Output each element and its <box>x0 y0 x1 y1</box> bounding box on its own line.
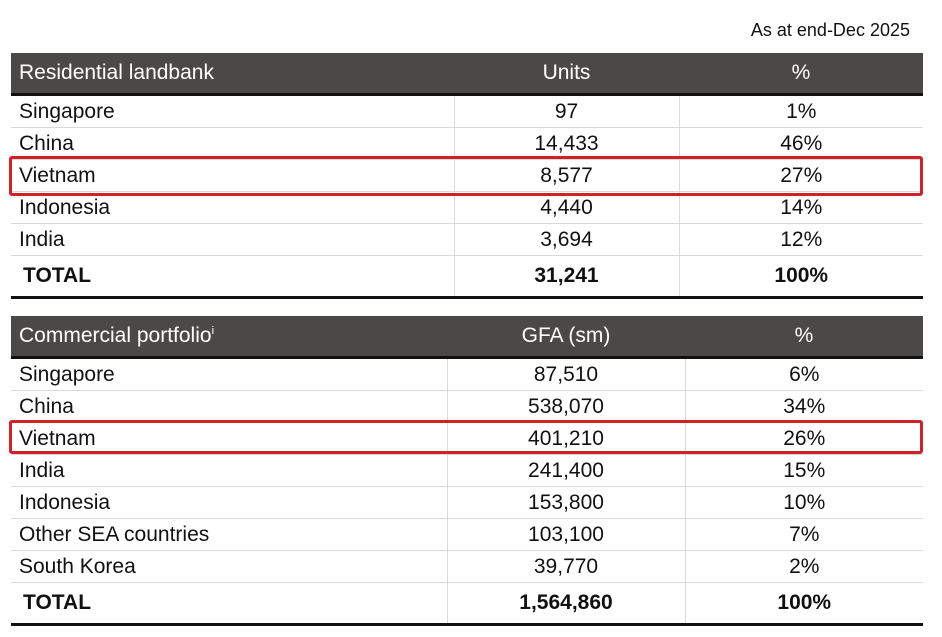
percent-cell: 34% <box>685 391 923 423</box>
country-cell: Other SEA countries <box>11 519 447 551</box>
header-residential-landbank: Residential landbank <box>11 53 454 95</box>
units-cell: 4,440 <box>454 192 679 224</box>
header-percent: % <box>679 53 923 95</box>
table-row <box>11 487 923 519</box>
total-percent: 100% <box>679 256 923 298</box>
residential-header-row <box>11 53 923 95</box>
as-at-date: As at end-Dec 2025 <box>750 20 910 40</box>
total-units: 31,241 <box>454 256 679 298</box>
total-row <box>11 256 923 298</box>
commercial-header-row <box>11 316 923 358</box>
country-cell: Singapore <box>11 358 447 391</box>
percent-cell: 2% <box>685 551 923 583</box>
country-cell: China <box>11 391 447 423</box>
units-cell: 14,433 <box>454 128 679 160</box>
percent-cell: 15% <box>685 455 923 487</box>
table-row <box>11 128 923 160</box>
country-cell: South Korea <box>11 551 447 583</box>
table-row <box>11 455 923 487</box>
country-cell: Vietnam <box>11 160 454 192</box>
country-cell: Vietnam <box>11 423 447 455</box>
table-row <box>11 224 923 256</box>
header-commercial-portfolio: Commercial portfolio$^i$ <box>11 316 447 358</box>
table-row <box>11 358 923 391</box>
gfa-cell: 39,770 <box>447 551 685 583</box>
total-gfa: 1,564,860 <box>447 583 685 625</box>
table-row <box>11 192 923 224</box>
country-cell: Indonesia <box>11 192 454 224</box>
table-row-vietnam <box>11 423 923 455</box>
table-row <box>11 519 923 551</box>
gfa-cell: 241,400 <box>447 455 685 487</box>
table-row <box>11 391 923 423</box>
gfa-cell: 401,210 <box>447 423 685 455</box>
percent-cell: 12% <box>679 224 923 256</box>
units-cell: 3,694 <box>454 224 679 256</box>
header-units: Units <box>454 53 679 95</box>
percent-cell: 14% <box>679 192 923 224</box>
footnote-marker: i <box>211 325 215 337</box>
table-row-vietnam <box>11 160 923 192</box>
units-cell: 8,577 <box>454 160 679 192</box>
commercial-portfolio-table <box>11 316 923 626</box>
gfa-cell: 87,510 <box>447 358 685 391</box>
percent-cell: 7% <box>685 519 923 551</box>
table-row <box>11 551 923 583</box>
percent-cell: 46% <box>679 128 923 160</box>
country-cell: India <box>11 455 447 487</box>
country-cell: India <box>11 224 454 256</box>
table-row <box>11 95 923 128</box>
gfa-cell: 538,070 <box>447 391 685 423</box>
percent-cell: 27% <box>679 160 923 192</box>
total-row <box>11 583 923 625</box>
percent-cell: 1% <box>679 95 923 128</box>
percent-cell: 6% <box>685 358 923 391</box>
total-label: TOTAL <box>11 256 454 298</box>
total-label: TOTAL <box>11 583 447 625</box>
header-gfa: GFA (sm) <box>447 316 685 358</box>
country-cell: China <box>11 128 454 160</box>
units-cell: 97 <box>454 95 679 128</box>
residential-landbank-table <box>11 53 923 299</box>
percent-cell: 10% <box>685 487 923 519</box>
gfa-cell: 103,100 <box>447 519 685 551</box>
country-cell: Singapore <box>11 95 454 128</box>
header-percent: % <box>685 316 923 358</box>
percent-cell: 26% <box>685 423 923 455</box>
country-cell: Indonesia <box>11 487 447 519</box>
total-percent: 100% <box>685 583 923 625</box>
gfa-cell: 153,800 <box>447 487 685 519</box>
